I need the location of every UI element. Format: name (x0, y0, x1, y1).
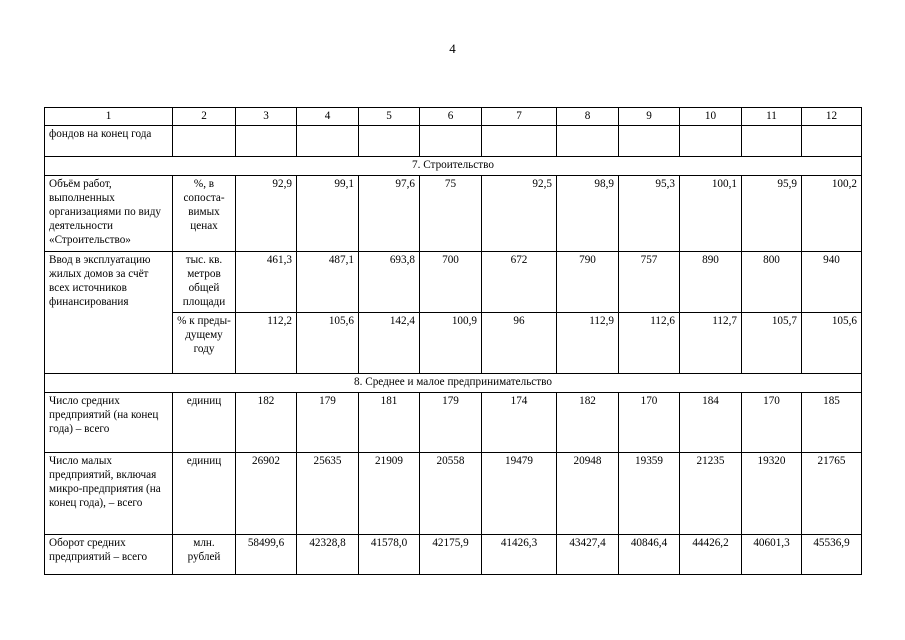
value-cell: 40601,3 (742, 535, 802, 575)
value-cell: 170 (742, 393, 802, 453)
value-cell: 19359 (619, 453, 680, 535)
value-cell: 100,2 (802, 176, 862, 252)
section-row (45, 157, 862, 176)
value-cell: 20558 (420, 453, 482, 535)
value-cell: 98,9 (557, 176, 619, 252)
value-cell: 42328,8 (297, 535, 359, 575)
value-cell: 19479 (482, 453, 557, 535)
header-cell: 2 (173, 108, 236, 126)
row-label: фондов на конец года (45, 126, 173, 157)
row-label: Число средних предприятий (на конец года) – всего (45, 393, 173, 453)
value-cell: 170 (619, 393, 680, 453)
value-cell: 461,3 (236, 252, 297, 313)
value-cell: 97,6 (359, 176, 420, 252)
section-row (45, 374, 862, 393)
value-cell: 890 (680, 252, 742, 313)
value-cell: 75 (420, 176, 482, 252)
empty-cell (297, 126, 359, 157)
value-cell: 181 (359, 393, 420, 453)
value-cell: 43427,4 (557, 535, 619, 575)
empty-cell (482, 126, 557, 157)
value-cell: 96 (482, 313, 557, 374)
value-cell: 41426,3 (482, 535, 557, 575)
empty-cell (173, 126, 236, 157)
header-cell: 1 (45, 108, 173, 126)
empty-cell (680, 126, 742, 157)
row-unit: % к преды-дущему году (173, 313, 236, 374)
value-cell: 112,2 (236, 313, 297, 374)
value-cell: 99,1 (297, 176, 359, 252)
value-cell: 105,6 (297, 313, 359, 374)
table-row-housing (45, 252, 862, 313)
header-cell: 4 (297, 108, 359, 126)
row-label: Оборот средних предприятий – всего (45, 535, 173, 575)
value-cell: 100,1 (680, 176, 742, 252)
table-row-turnover (45, 535, 862, 575)
value-cell: 184 (680, 393, 742, 453)
empty-cell (420, 126, 482, 157)
row-unit: %, в сопоста-вимых ценах (173, 176, 236, 252)
value-cell: 487,1 (297, 252, 359, 313)
empty-cell (236, 126, 297, 157)
header-cell: 6 (420, 108, 482, 126)
value-cell: 182 (236, 393, 297, 453)
table-row-small (45, 453, 862, 535)
table-row-volume (45, 176, 862, 252)
row-unit: единиц (173, 393, 236, 453)
value-cell: 112,9 (557, 313, 619, 374)
value-cell: 21235 (680, 453, 742, 535)
header-cell: 12 (802, 108, 862, 126)
value-cell: 58499,6 (236, 535, 297, 575)
header-cell: 11 (742, 108, 802, 126)
header-cell: 9 (619, 108, 680, 126)
value-cell: 672 (482, 252, 557, 313)
statistics-table (44, 107, 862, 575)
row-label: Объём работ, выполненных организациями по виду деятельности «Строительство» (45, 176, 173, 252)
row-label: Ввод в эксплуатацию жилых домов за счёт всех источников финансирования (45, 252, 173, 374)
value-cell: 92,9 (236, 176, 297, 252)
empty-cell (359, 126, 420, 157)
value-cell: 42175,9 (420, 535, 482, 575)
value-cell: 26902 (236, 453, 297, 535)
header-cell: 8 (557, 108, 619, 126)
value-cell: 940 (802, 252, 862, 313)
value-cell: 693,8 (359, 252, 420, 313)
value-cell: 142,4 (359, 313, 420, 374)
value-cell: 21909 (359, 453, 420, 535)
value-cell: 179 (420, 393, 482, 453)
value-cell: 92,5 (482, 176, 557, 252)
value-cell: 19320 (742, 453, 802, 535)
value-cell: 21765 (802, 453, 862, 535)
value-cell: 100,9 (420, 313, 482, 374)
header-row (45, 108, 862, 126)
value-cell: 757 (619, 252, 680, 313)
section-title: 7. Строительство (45, 157, 862, 176)
header-cell: 7 (482, 108, 557, 126)
section-title: 8. Среднее и малое предпринимательство (45, 374, 862, 393)
table-row-fonds (45, 126, 862, 157)
header-cell: 5 (359, 108, 420, 126)
value-cell: 40846,4 (619, 535, 680, 575)
value-cell: 44426,2 (680, 535, 742, 575)
value-cell: 45536,9 (802, 535, 862, 575)
value-cell: 112,6 (619, 313, 680, 374)
value-cell: 95,9 (742, 176, 802, 252)
value-cell: 95,3 (619, 176, 680, 252)
value-cell: 105,7 (742, 313, 802, 374)
row-label: Число малых предприятий, включая микро-предприятия (на конец года), – всего (45, 453, 173, 535)
value-cell: 174 (482, 393, 557, 453)
header-cell: 3 (236, 108, 297, 126)
value-cell: 179 (297, 393, 359, 453)
page-number: 4 (449, 41, 456, 56)
value-cell: 112,7 (680, 313, 742, 374)
value-cell: 700 (420, 252, 482, 313)
row-unit: единиц (173, 453, 236, 535)
value-cell: 790 (557, 252, 619, 313)
value-cell: 105,6 (802, 313, 862, 374)
empty-cell (557, 126, 619, 157)
row-unit: тыс. кв. метров общей площади (173, 252, 236, 313)
value-cell: 25635 (297, 453, 359, 535)
empty-cell (619, 126, 680, 157)
value-cell: 20948 (557, 453, 619, 535)
value-cell: 41578,0 (359, 535, 420, 575)
value-cell: 800 (742, 252, 802, 313)
empty-cell (802, 126, 862, 157)
empty-cell (742, 126, 802, 157)
value-cell: 182 (557, 393, 619, 453)
table-row-medium (45, 393, 862, 453)
row-unit: млн. рублей (173, 535, 236, 575)
header-cell: 10 (680, 108, 742, 126)
value-cell: 185 (802, 393, 862, 453)
